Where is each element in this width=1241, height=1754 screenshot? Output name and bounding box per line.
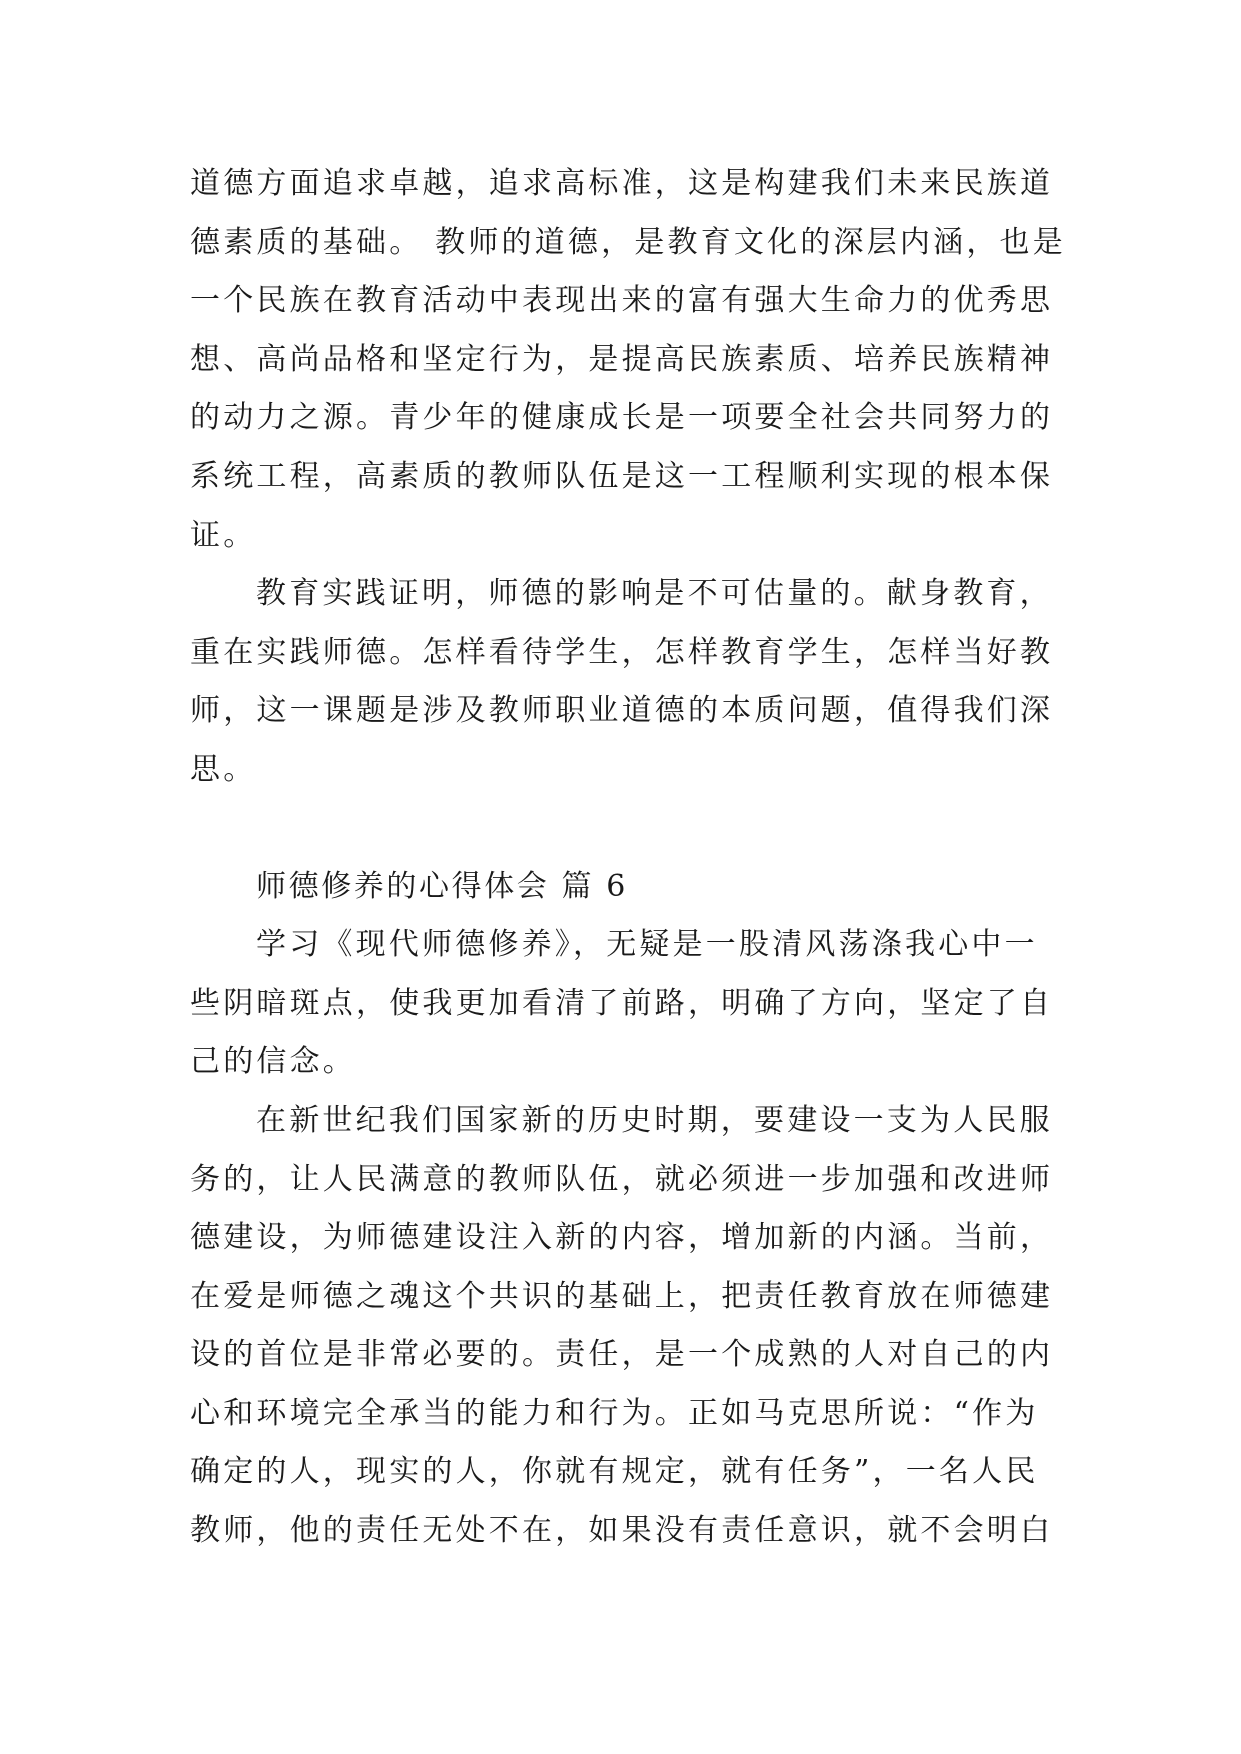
paragraph-spacer: [190, 800, 1070, 858]
paragraph-continued: 道德方面追求卓越，追求高标准，这是构建我们未来民族道德素质的基础。 教师的道德，是教育文化的深层内涵，也是一个民族在教育活动中表现出来的富有强大生命力的优秀思想、高尚品格和坚定行为，是提高民族素质、培养民族精神的动力之源。青少年的健康成长是一项要全社会共同努力的系统工程，高素质的教师队伍是这一工程顺利实现的根本保证。: [190, 166, 1066, 553]
paragraph-practice: 教育实践证明，师德的影响是不可估量的。献身教育，重在实践师德。怎样看待学生，怎样教育学生，怎样当好教师，这一课题是涉及教师职业道德的本质问题，值得我们深思。: [190, 576, 1054, 787]
paragraph-new-century: 在新世纪我们国家新的历史时期，要建设一支为人民服务的，让人民满意的教师队伍，就必须进一步加强和改进师德建设，为师德建设注入新的内容，增加新的内涵。当前，在爱是师德之魂这个共识的基础上，把责任教育放在师德建设的首位是非常必要的。责任，是一个成熟的人对自己的内心和环境完全承当的能力和行为。正如马克思所说：“作为确定的人，现实的人，你就有规定，就有任务”，一名人民教师，他的责任无处不在，如果没有责任意识，就不会明白: [190, 1102, 1054, 1549]
paragraph-study: 学习《现代师德修养》，无疑是一股清风荡涤我心中一些阴暗斑点，使我更加看清了前路，明确了方向，坚定了自己的信念。: [190, 927, 1054, 1080]
document-body: [190, 155, 1070, 1561]
section-heading: 师德修养的心得体会 篇 6: [256, 868, 628, 904]
